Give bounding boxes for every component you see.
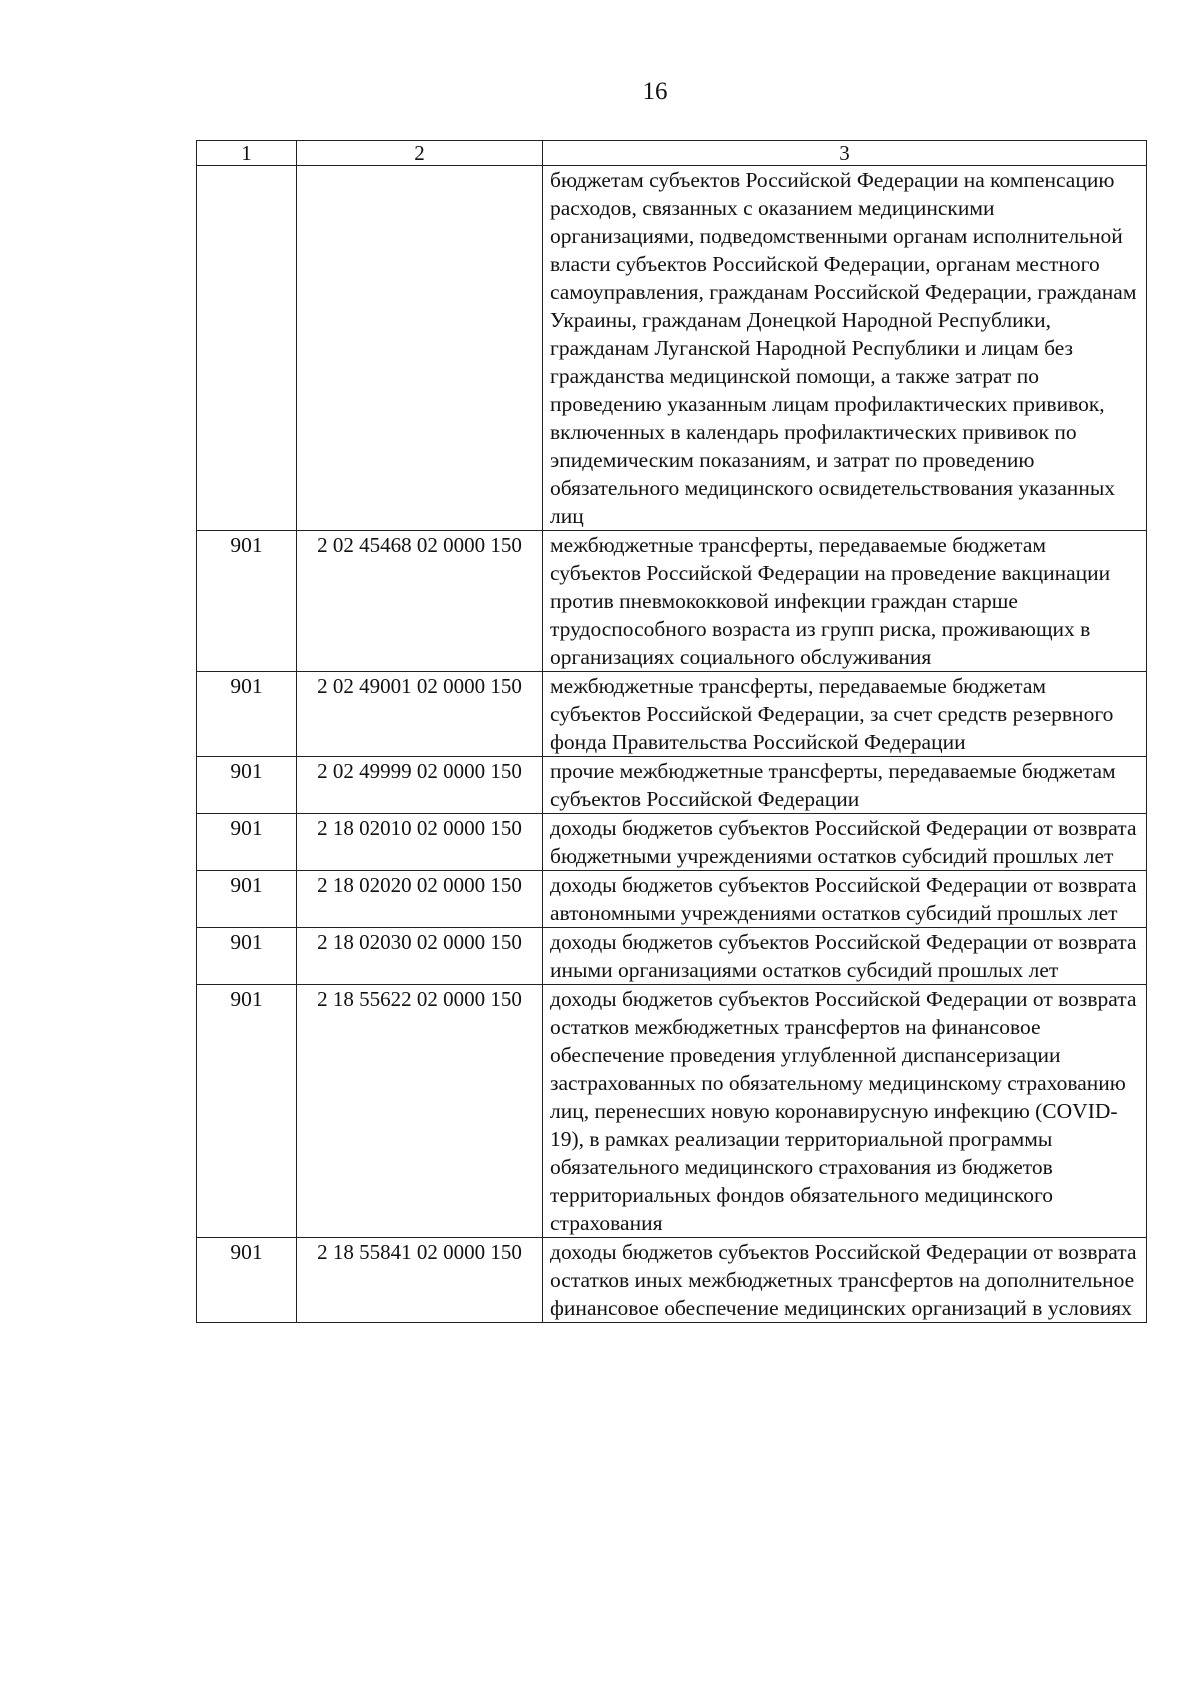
budget-code-cell: 2 02 49001 02 0000 150 [297, 672, 543, 757]
column-header-1: 1 [197, 141, 297, 166]
admin-code-cell: 901 [197, 531, 297, 672]
budget-code-cell: 2 02 45468 02 0000 150 [297, 531, 543, 672]
budget-code-table [196, 140, 1147, 1323]
page-number: 16 [642, 78, 668, 105]
admin-code-cell: 901 [197, 871, 297, 928]
description-cell: доходы бюджетов субъектов Российской Федерации от возврата остатков иных межбюджетных трансфертов на дополнительное финансовое обеспечение медицинских организаций в условиях [543, 1238, 1147, 1323]
admin-code-cell: 901 [197, 928, 297, 985]
column-header-3: 3 [543, 141, 1147, 166]
table-row [197, 985, 1147, 1238]
table-row [197, 166, 1147, 531]
description-cell: межбюджетные трансферты, передаваемые бюджетам субъектов Российской Федерации на проведение вакцинации против пневмококковой инфекции граждан старше трудоспособного возраста из групп риска, проживающих в организациях социального обслуживания [543, 531, 1147, 672]
budget-code-cell [297, 166, 543, 531]
admin-code-cell: 901 [197, 1238, 297, 1323]
description-cell: доходы бюджетов субъектов Российской Федерации от возврата иными организациями остатков субсидий прошлых лет [543, 928, 1147, 985]
description-cell: прочие межбюджетные трансферты, передаваемые бюджетам субъектов Российской Федерации [543, 757, 1147, 814]
budget-code-cell: 2 18 55841 02 0000 150 [297, 1238, 543, 1323]
admin-code-cell: 901 [197, 757, 297, 814]
table-row [197, 672, 1147, 757]
description-cell: бюджетам субъектов Российской Федерации на компенсацию расходов, связанных с оказанием медицинскими организациями, подведомственными органам исполнительной власти субъектов Российской Федерации, органам местного самоуправления, гражданам Российской Федерации, гражданам Украины, гражданам Донецкой Народной Республики, гражданам Луганской Народной Республики и лицам без гражданства медицинской помощи, а также затрат по проведению указанным лицам профилактических прививок, включенных в календарь профилактических прививок по эпидемическим показаниям, и затрат по проведению обязательного медицинского освидетельствования указанных лиц [543, 166, 1147, 531]
admin-code-cell: 901 [197, 814, 297, 871]
budget-code-cell: 2 18 02010 02 0000 150 [297, 814, 543, 871]
admin-code-cell: 901 [197, 672, 297, 757]
table-row [197, 757, 1147, 814]
table-row [197, 928, 1147, 985]
table-row [197, 871, 1147, 928]
description-cell: доходы бюджетов субъектов Российской Федерации от возврата остатков межбюджетных трансфертов на финансовое обеспечение проведения углубленной диспансеризации застрахованных по обязательному медицинскому страхованию лиц, перенесших новую коронавирусную инфекцию (COVID-19), в рамках реализации территориальной программы обязательного медицинского страхования из бюджетов территориальных фондов обязательного медицинского страхования [543, 985, 1147, 1238]
budget-code-cell: 2 02 49999 02 0000 150 [297, 757, 543, 814]
table-row [197, 1238, 1147, 1323]
description-cell: доходы бюджетов субъектов Российской Федерации от возврата бюджетными учреждениями остатков субсидий прошлых лет [543, 814, 1147, 871]
description-cell: доходы бюджетов субъектов Российской Федерации от возврата автономными учреждениями остатков субсидий прошлых лет [543, 871, 1147, 928]
admin-code-cell [197, 166, 297, 531]
admin-code-cell: 901 [197, 985, 297, 1238]
budget-code-cell: 2 18 02020 02 0000 150 [297, 871, 543, 928]
budget-code-cell: 2 18 02030 02 0000 150 [297, 928, 543, 985]
table-row [197, 814, 1147, 871]
table-row [197, 531, 1147, 672]
description-cell: межбюджетные трансферты, передаваемые бюджетам субъектов Российской Федерации, за счет средств резервного фонда Правительства Российской Федерации [543, 672, 1147, 757]
table-header-row [197, 141, 1147, 166]
column-header-2: 2 [297, 141, 543, 166]
budget-code-cell: 2 18 55622 02 0000 150 [297, 985, 543, 1238]
